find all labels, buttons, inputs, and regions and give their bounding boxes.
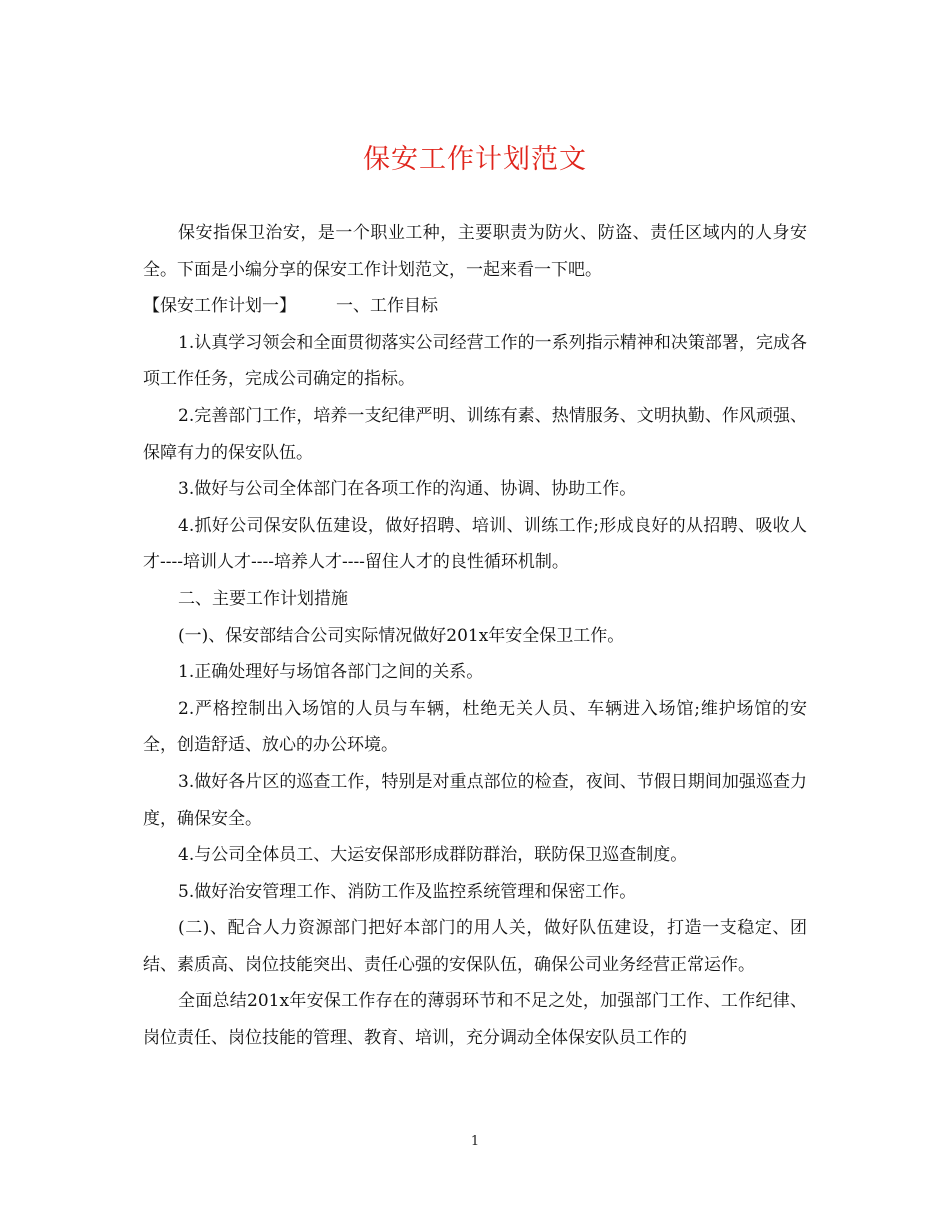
- goal-item-4: 4.抓好公司保安队伍建设，做好招聘、培训、训练工作;形成良好的从招聘、吸收人才----培训人才----培养人才----留住人才的良性循环机制。: [143, 515, 807, 573]
- summary-paragraph: 全面总结201x年安保工作存在的薄弱环节和不足之处，加强部门工作、工作纪律、岗位责任、岗位技能的管理、教育、培训，充分调动全体保安队员工作的: [143, 991, 807, 1049]
- measure-item-3: 3.做好各片区的巡查工作，特别是对重点部位的检查，夜间、节假日期间加强巡查力度，确保安全。: [143, 771, 807, 829]
- document-title: 保安工作计划范文: [363, 144, 587, 175]
- sub1-heading: (一)、保安部结合公司实际情况做好201x年安全保卫工作。: [178, 625, 625, 646]
- section2-heading: 二、主要工作计划措施: [178, 588, 348, 609]
- plan-heading-line: [143, 288, 807, 325]
- measure-item-2: 2.严格控制出入场馆的人员与车辆，杜绝无关人员、车辆进入场馆;维护场馆的安全，创造舒适、放心的办公环境。: [143, 698, 807, 756]
- page-number: 1: [470, 1134, 480, 1149]
- document-body: [143, 215, 807, 1057]
- measure-item-4: 4.与公司全体员工、大运安保部形成群防群治，联防保卫巡查制度。: [178, 845, 688, 866]
- goal-item-3: 3.做好与公司全体部门在各项工作的沟通、协调、协助工作。: [178, 479, 637, 500]
- measure-item-5: 5.做好治安管理工作、消防工作及监控系统管理和保密工作。: [178, 881, 637, 902]
- section1-heading: 一、工作目标: [336, 296, 438, 317]
- goal-item-1: 1.认真学习领会和全面贯彻落实公司经营工作的一系列指示精神和决策部署，完成各项工作任务，完成公司确定的指标。: [143, 332, 807, 390]
- intro-paragraph: 保安指保卫治安，是一个职业工种，主要职责为防火、防盗、责任区域内的人身安全。下面是小编分享的保安工作计划范文，一起来看一下吧。: [143, 223, 807, 280]
- plan-label: 【保安工作计划一】: [143, 296, 296, 317]
- measure-item-1: 1.正确处理好与场馆各部门之间的关系。: [178, 662, 484, 683]
- goal-item-2: 2.完善部门工作，培养一支纪律严明、训练有素、热情服务、文明执勤、作风顽强、保障有力的保安队伍。: [143, 405, 807, 463]
- sub2-paragraph: (二)、配合人力资源部门把好本部门的用人关，做好队伍建设，打造一支稳定、团结、素质高、岗位技能突出、责任心强的安保队伍，确保公司业务经营正常运作。: [143, 918, 807, 975]
